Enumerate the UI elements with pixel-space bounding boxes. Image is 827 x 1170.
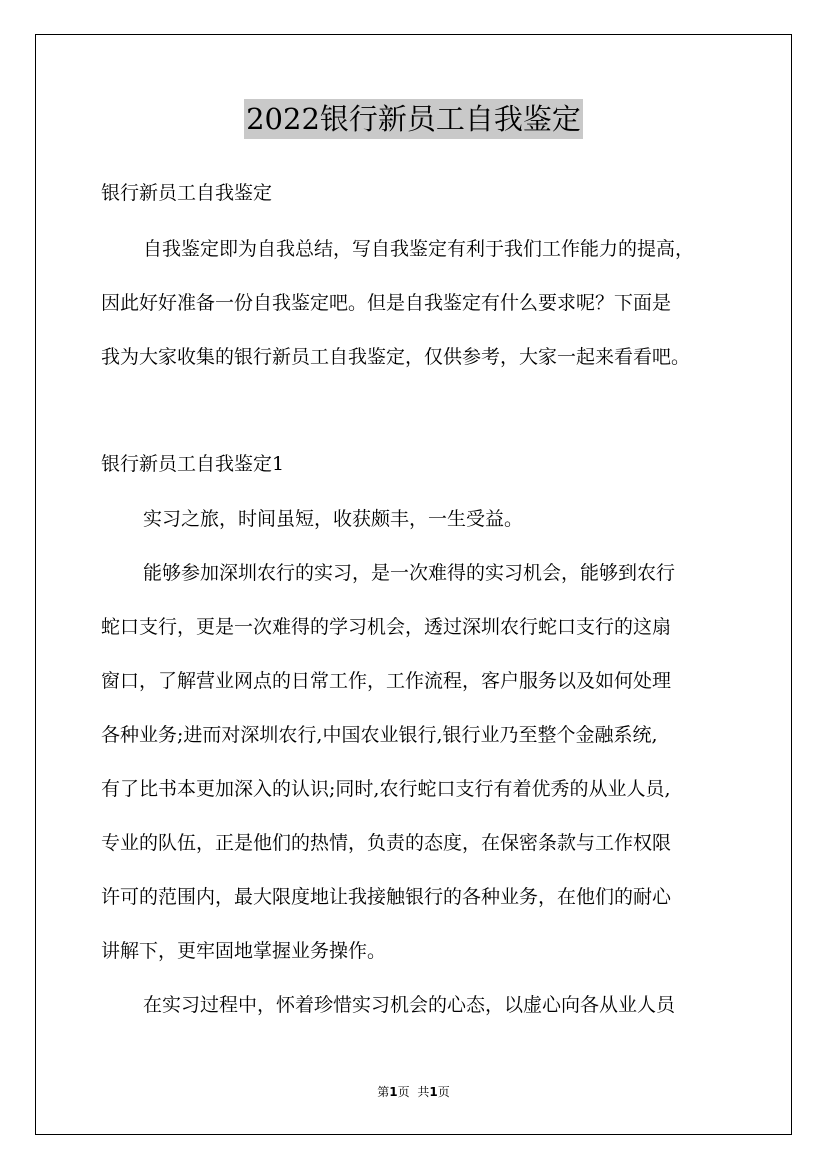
paragraph-line: 能够参加深圳农行的实习，是一次难得的实习机会，能够到农行 <box>143 562 676 584</box>
paragraph-line: 自我鉴定即为自我总结，写自我鉴定有利于我们工作能力的提高， <box>143 238 695 260</box>
section-heading: 银行新员工自我鉴定1 <box>101 453 285 475</box>
section-heading: 银行新员工自我鉴定 <box>101 182 273 204</box>
footer-page-prefix: 第 <box>377 1085 390 1099</box>
paragraph-line: 窗口，了解营业网点的日常工作，工作流程，客户服务以及如何处理 <box>101 670 672 692</box>
paragraph-line: 许可的范围内，最大限度地让我接触银行的各种业务，在他们的耐心 <box>101 886 672 908</box>
footer-page-suffix: 页 <box>397 1085 410 1099</box>
title-container <box>0 99 827 139</box>
footer-total-number: 1 <box>429 1085 438 1099</box>
paragraph-line: 专业的队伍，正是他们的热情，负责的态度，在保密条款与工作权限 <box>101 832 672 854</box>
paragraph-line: 我为大家收集的银行新员工自我鉴定，仅供参考，大家一起来看看吧。 <box>101 346 691 368</box>
paragraph-line: 蛇口支行，更是一次难得的学习机会，透过深圳农行蛇口支行的这扇 <box>101 616 672 638</box>
footer-total-prefix: 共 <box>417 1085 430 1099</box>
footer-total-suffix: 页 <box>437 1085 450 1099</box>
page-footer <box>0 1083 827 1100</box>
footer-page-number: 1 <box>389 1085 398 1099</box>
paragraph-line: 因此好好准备一份自我鉴定吧。但是自我鉴定有什么要求呢？下面是 <box>101 292 672 314</box>
paragraph-line: 各种业务;进而对深圳农行,中国农业银行,银行业乃至整个金融系统, <box>101 724 658 746</box>
paragraph-line: 讲解下，更牢固地掌握业务操作。 <box>101 940 387 962</box>
paragraph-line: 在实习过程中，怀着珍惜实习机会的心态，以虚心向各从业人员 <box>143 994 676 1016</box>
paragraph-line: 实习之旅，时间虽短，收获颇丰，一生受益。 <box>143 508 524 530</box>
paragraph-line: 有了比书本更加深入的认识;同时,农行蛇口支行有着优秀的从业人员, <box>101 778 671 800</box>
document-title: 2022银行新员工自我鉴定 <box>244 99 583 139</box>
